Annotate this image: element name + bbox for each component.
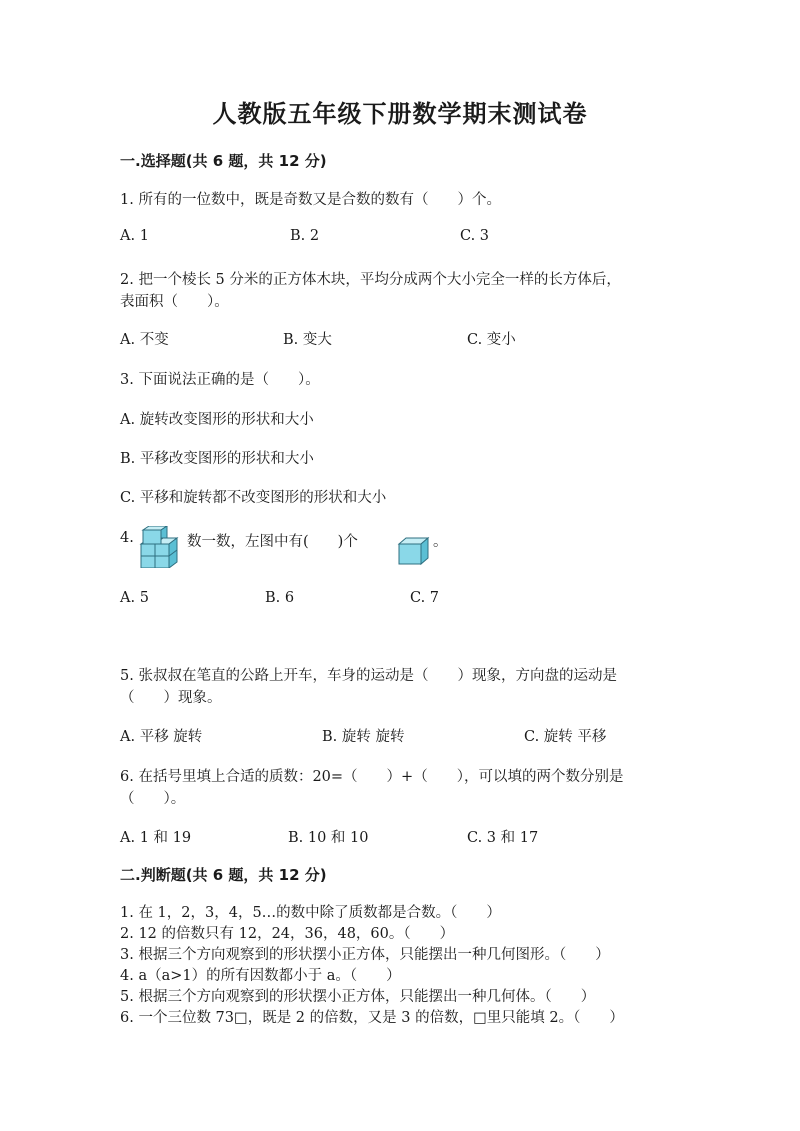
question-5-text-line2: （ ）现象。 [120, 690, 222, 706]
judgment-item-1: 1. 在 1，2，3，4，5…的数中除了质数都是合数。（ ） [120, 905, 501, 921]
question-4-text: 数一数，左图中有( )个 [187, 534, 358, 550]
question-1-text: 1. 所有的一位数中，既是奇数又是合数的数有（ ）个。 [120, 192, 501, 208]
question-6-option-b[interactable]: B. 10 和 10 [288, 830, 369, 846]
question-4-number: 4. [120, 530, 134, 546]
single-cube-icon [397, 536, 431, 566]
judgment-item-6: 6. 一个三位数 73□，既是 2 的倍数，又是 3 的倍数，□里只能填 2。（ ） [120, 1010, 624, 1026]
question-5-option-c[interactable]: C. 旋转 平移 [524, 729, 607, 745]
question-6-option-a[interactable]: A. 1 和 19 [120, 830, 192, 846]
question-3-option-c[interactable]: C. 平移和旋转都不改变图形的形状和大小 [120, 490, 387, 506]
question-6-text-line2: （ ）。 [120, 791, 186, 807]
question-3-option-a[interactable]: A. 旋转改变图形的形状和大小 [120, 412, 314, 428]
section-heading-judgment: 二.判断题(共 6 题，共 12 分) [120, 866, 327, 884]
judgment-item-3: 3. 根据三个方向观察到的形状摆小正方体，只能摆出一种几何图形。（ ） [120, 947, 610, 963]
question-2-text-line2: 表面积（ ）。 [120, 294, 229, 310]
question-4-option-c[interactable]: C. 7 [410, 590, 440, 606]
question-3-text: 3. 下面说法正确的是（ ）。 [120, 372, 320, 388]
question-1-option-a[interactable]: A. 1 [120, 228, 149, 244]
question-4-end: 。 [433, 534, 448, 550]
question-4-option-b[interactable]: B. 6 [265, 590, 295, 606]
section-heading-choice: 一.选择题(共 6 题，共 12 分) [120, 152, 327, 170]
judgment-item-5: 5. 根据三个方向观察到的形状摆小正方体，只能摆出一种几何体。（ ） [120, 989, 596, 1005]
cube-stack-figure [137, 526, 185, 568]
question-1-option-b[interactable]: B. 2 [290, 228, 320, 244]
question-6-option-c[interactable]: C. 3 和 17 [467, 830, 539, 846]
question-2-option-a[interactable]: A. 不变 [120, 332, 169, 348]
question-3-option-b[interactable]: B. 平移改变图形的形状和大小 [120, 451, 314, 467]
question-5-text-line1: 5. 张叔叔在笔直的公路上开车，车身的运动是（ ）现象，方向盘的运动是 [120, 668, 617, 684]
page-title: 人教版五年级下册数学期末测试卷 [212, 99, 588, 128]
question-2-option-b[interactable]: B. 变大 [283, 332, 332, 348]
question-2-option-c[interactable]: C. 变小 [467, 332, 516, 348]
question-1-option-c[interactable]: C. 3 [460, 228, 490, 244]
question-6-text-line1: 6. 在括号里填上合适的质数：20=（ ）+（ ），可以填的两个数分别是 [120, 769, 624, 785]
question-2-text-line1: 2. 把一个棱长 5 分米的正方体木块，平均分成两个大小完全一样的长方体后， [120, 272, 621, 288]
question-5-option-a[interactable]: A. 平移 旋转 [120, 729, 203, 745]
judgment-item-2: 2. 12 的倍数只有 12，24，36，48，60。（ ） [120, 926, 455, 942]
question-4-option-a[interactable]: A. 5 [120, 590, 149, 606]
question-5-option-b[interactable]: B. 旋转 旋转 [322, 729, 405, 745]
judgment-item-4: 4. a（a>1）的所有因数都小于 a。（ ） [120, 968, 401, 984]
